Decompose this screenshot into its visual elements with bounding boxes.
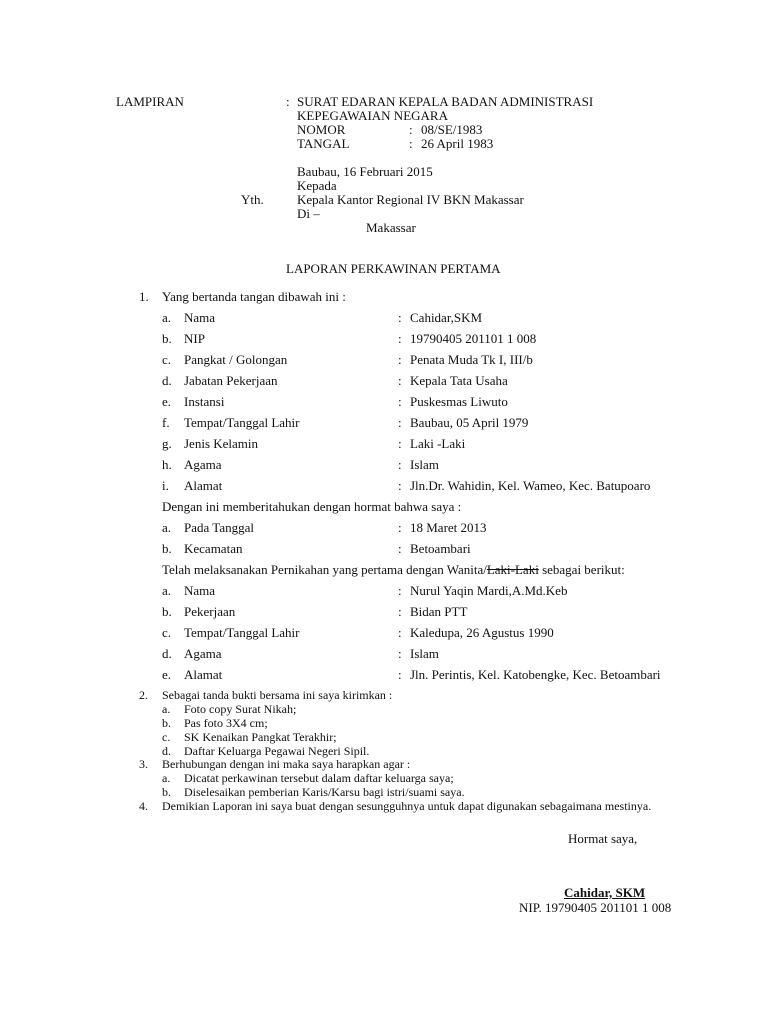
married-text-after: sebagai berikut: xyxy=(538,562,625,577)
field-value: Kepala Tata Usaha xyxy=(410,373,508,388)
list-item-letter: c. xyxy=(162,730,171,744)
field-colon: : xyxy=(398,625,402,640)
signer-name: Cahidar, SKM xyxy=(564,885,646,900)
di: Di – xyxy=(297,206,320,221)
colon: : xyxy=(286,94,290,109)
section-number: 1. xyxy=(139,289,149,304)
field-value: Jln.Dr. Wahidin, Kel. Wameo, Kec. Batupoaro xyxy=(410,478,651,493)
list-item-letter: a. xyxy=(162,771,171,785)
notify-text: Dengan ini memberitahukan dengan hormat bahwa saya : xyxy=(162,499,462,514)
kepada: Kepada xyxy=(297,178,337,193)
field-colon: : xyxy=(398,352,402,367)
field-label: Jenis Kelamin xyxy=(184,436,259,451)
field-value: Nurul Yaqin Mardi,A.Md.Keb xyxy=(410,583,568,598)
city: Makassar xyxy=(366,220,416,235)
field-letter: d. xyxy=(162,373,172,388)
field-letter: e. xyxy=(162,667,172,682)
list-item-text: SK Kenaikan Pangkat Terakhir; xyxy=(184,730,337,744)
field-value: Islam xyxy=(410,457,439,472)
section-number: 3. xyxy=(139,757,148,771)
field-label: NIP xyxy=(184,331,205,346)
list-item-letter: d. xyxy=(162,744,171,758)
list-item-letter: b. xyxy=(162,716,171,730)
header-title-line1: SURAT EDARAN KEPALA BADAN ADMINISTRASI xyxy=(297,94,594,109)
field-colon: : xyxy=(398,478,402,493)
list-item-text: Foto copy Surat Nikah; xyxy=(184,702,297,716)
list-item-letter: a. xyxy=(162,702,171,716)
field-colon: : xyxy=(398,667,402,682)
field-value: Islam xyxy=(410,646,439,661)
field-letter: a. xyxy=(162,520,172,535)
field-label: Tempat/Tanggal Lahir xyxy=(184,625,300,640)
field-label: Instansi xyxy=(184,394,225,409)
colon: : xyxy=(409,122,413,137)
colon: : xyxy=(409,136,413,151)
field-value: Baubau, 05 April 1979 xyxy=(410,415,529,430)
field-label: Alamat xyxy=(184,667,223,682)
list-item-text: Pas foto 3X4 cm; xyxy=(184,716,268,730)
field-label: Jabatan Pekerjaan xyxy=(184,373,278,388)
header-title-line2: KEPEGAWAIAN NEGARA xyxy=(297,108,448,123)
field-value: 18 Maret 2013 xyxy=(410,520,487,535)
field-letter: a. xyxy=(162,310,172,325)
yth: Yth. xyxy=(241,192,264,207)
field-label: Agama xyxy=(184,457,222,472)
field-letter: c. xyxy=(162,625,172,640)
field-colon: : xyxy=(398,520,402,535)
field-letter: d. xyxy=(162,646,172,661)
field-letter: g. xyxy=(162,436,172,451)
field-colon: : xyxy=(398,331,402,346)
list-item-text: Diselesaikan pemberian Karis/Karsu bagi istri/suami saya. xyxy=(184,785,465,799)
field-colon: : xyxy=(398,646,402,661)
list-item-text: Dicatat perkawinan tersebut dalam daftar keluarga saya; xyxy=(184,771,454,785)
closing-greeting: Hormat saya, xyxy=(568,831,638,846)
list-item-text: Daftar Keluarga Pegawai Negeri Sipil. xyxy=(184,744,370,758)
field-letter: a. xyxy=(162,583,172,598)
field-label: Agama xyxy=(184,646,222,661)
nomor-value: 08/SE/1983 xyxy=(421,122,483,137)
lampiran-label: LAMPIRAN xyxy=(116,94,184,109)
field-value: Puskesmas Liwuto xyxy=(410,394,508,409)
field-label: Tempat/Tanggal Lahir xyxy=(184,415,300,430)
field-label: Nama xyxy=(184,310,216,325)
married-text-struck: Laki-Laki xyxy=(486,562,539,577)
section3-intro: Berhubungan dengan ini maka saya harapkan agar : xyxy=(162,757,411,771)
field-colon: : xyxy=(398,310,402,325)
field-letter: e. xyxy=(162,394,172,409)
married-text-before: Telah melaksanakan Pernikahan yang pertama dengan Wanita/ xyxy=(162,562,487,577)
married-text xyxy=(162,562,625,577)
list-item-letter: b. xyxy=(162,785,171,799)
field-value: Bidan PTT xyxy=(410,604,468,619)
field-value: 19790405 201101 1 008 xyxy=(410,331,537,346)
field-letter: b. xyxy=(162,541,172,556)
field-letter: b. xyxy=(162,604,172,619)
section2-intro: Sebagai tanda bukti bersama ini saya kirimkan : xyxy=(162,688,393,702)
field-letter: c. xyxy=(162,352,172,367)
field-value: Cahidar,SKM xyxy=(410,310,483,325)
tanggal-value: 26 April 1983 xyxy=(421,136,494,151)
section1-intro: Yang bertanda tangan dibawah ini : xyxy=(162,289,346,304)
field-letter: b. xyxy=(162,331,172,346)
field-label: Alamat xyxy=(184,478,223,493)
field-label: Kecamatan xyxy=(184,541,243,556)
field-value: Jln. Perintis, Kel. Katobengke, Kec. Betoambari xyxy=(410,667,661,682)
field-label: Nama xyxy=(184,583,216,598)
field-value: Kaledupa, 26 Agustus 1990 xyxy=(410,625,554,640)
field-colon: : xyxy=(398,583,402,598)
section-number: 4. xyxy=(139,799,148,813)
field-label: Pangkat / Golongan xyxy=(184,352,288,367)
place-date: Baubau, 16 Februari 2015 xyxy=(297,164,433,179)
tanggal-label: TANGAL xyxy=(297,136,350,151)
field-colon: : xyxy=(398,541,402,556)
page-title: LAPORAN PERKAWINAN PERTAMA xyxy=(286,261,501,276)
field-colon: : xyxy=(398,373,402,388)
field-colon: : xyxy=(398,457,402,472)
field-label: Pada Tanggal xyxy=(184,520,254,535)
field-letter: f. xyxy=(162,415,170,430)
field-value: Penata Muda Tk I, III/b xyxy=(410,352,533,367)
recipient: Kepala Kantor Regional IV BKN Makassar xyxy=(297,192,524,207)
field-value: Betoambari xyxy=(410,541,471,556)
field-colon: : xyxy=(398,604,402,619)
section4-text: Demikian Laporan ini saya buat dengan sesungguhnya untuk dapat digunakan sebagaimana mestinya. xyxy=(162,799,652,813)
field-label: Pekerjaan xyxy=(184,604,236,619)
field-colon: : xyxy=(398,415,402,430)
signer-nip: NIP. 19790405 201101 1 008 xyxy=(519,900,672,915)
field-colon: : xyxy=(398,436,402,451)
field-letter: h. xyxy=(162,457,172,472)
field-colon: : xyxy=(398,394,402,409)
nomor-label: NOMOR xyxy=(297,122,346,137)
section-number: 2. xyxy=(139,688,148,702)
field-letter: i. xyxy=(162,478,169,493)
field-value: Laki -Laki xyxy=(410,436,466,451)
